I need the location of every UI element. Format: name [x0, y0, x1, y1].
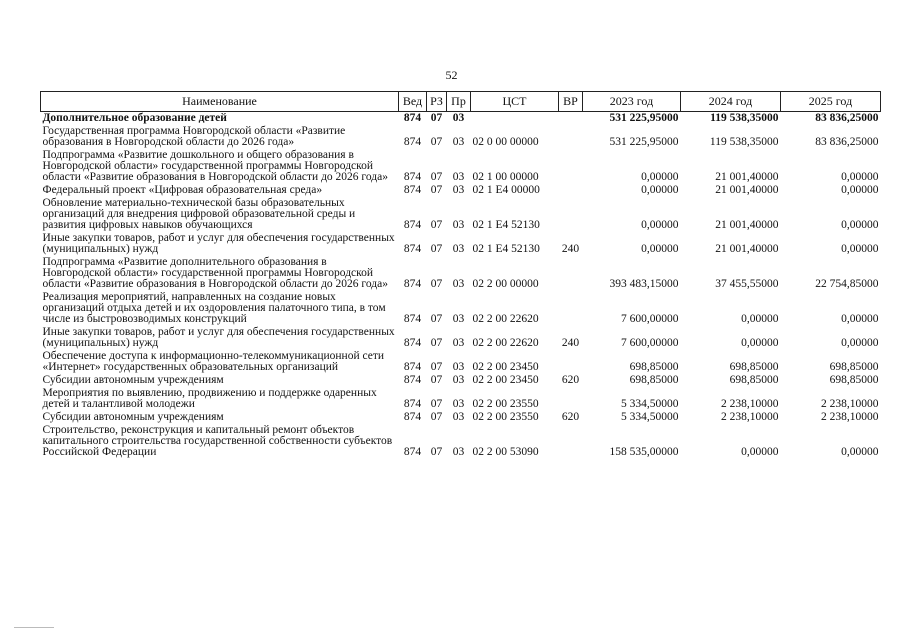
row-pr: 03: [452, 171, 465, 183]
row-2024: 0,00000: [741, 313, 779, 325]
row-cst: 02 2 00 53090: [472, 446, 539, 458]
table-row: [41, 291, 881, 326]
row-cst: 02 2 00 22620: [472, 313, 539, 325]
row-ved: 874: [403, 398, 422, 410]
row-rz: 07: [430, 136, 443, 148]
row-ved: 874: [403, 446, 422, 458]
row-name: Иные закупки товаров, работ и услуг для обеспечения государственных (муниципальных) нужд: [42, 232, 395, 255]
row-rz: 07: [430, 374, 443, 386]
row-pr: 03: [452, 219, 465, 231]
row-2025: 698,85000: [829, 361, 879, 373]
table-row: [41, 424, 881, 459]
row-2023: 0,00000: [641, 184, 679, 196]
row-2024: 37 455,55000: [715, 278, 779, 290]
row-2023: 393 483,15000: [609, 278, 679, 290]
row-vr: [559, 197, 583, 232]
row-ved: 874: [403, 313, 422, 325]
table-row: [41, 350, 881, 374]
row-2023: 531 225,95000: [609, 112, 679, 124]
row-cst: 02 1 E4 52130: [472, 243, 540, 255]
row-vr: 620: [561, 411, 580, 423]
row-2023: 0,00000: [641, 219, 679, 231]
row-name: Подпрограмма «Развитие дополнительного образования в Новгородской области» государственной программы Новгородской области «Развитие образования в Новгородской области до 2026 года»: [42, 256, 388, 290]
row-2023: 5 334,50000: [621, 411, 679, 423]
row-rz: 07: [430, 398, 443, 410]
row-2024: 119 538,35000: [709, 136, 779, 148]
row-rz: 07: [430, 313, 443, 325]
footer-line: [14, 627, 54, 628]
row-pr: 03: [452, 313, 465, 325]
row-rz: 07: [430, 411, 443, 423]
table-row: [41, 149, 881, 184]
row-2023: 531 225,95000: [609, 136, 679, 148]
table-row: [41, 387, 881, 411]
row-cst: 02 2 00 00000: [472, 278, 539, 290]
table-row: [41, 197, 881, 232]
row-vr: [559, 350, 583, 374]
row-2023: 7 600,00000: [621, 313, 679, 325]
table-row: [41, 374, 881, 387]
table-row: [41, 112, 881, 126]
row-cst: [471, 112, 559, 126]
row-cst: 02 0 00 00000: [472, 136, 539, 148]
table-row: [41, 184, 881, 197]
row-2025: 83 836,25000: [815, 136, 879, 148]
table-row: [41, 256, 881, 291]
row-2025: 0,00000: [841, 219, 879, 231]
row-pr: 03: [452, 136, 465, 148]
row-2023: 698,85000: [629, 374, 679, 386]
header-ved: Вед: [399, 92, 427, 112]
row-ved: 874: [403, 361, 422, 373]
row-vr: [559, 112, 583, 126]
row-2023: 7 600,00000: [621, 337, 679, 349]
row-vr: [559, 125, 583, 149]
row-vr: [559, 184, 583, 197]
row-2025: 22 754,85000: [815, 278, 879, 290]
page-number: 52: [445, 68, 458, 82]
row-2024: 21 001,40000: [715, 243, 779, 255]
row-ved: 874: [403, 184, 422, 196]
row-name: Федеральный проект «Цифровая образовательная среда»: [42, 184, 323, 196]
row-rz: 07: [430, 171, 443, 183]
row-pr: 03: [452, 278, 465, 290]
row-cst: 02 2 00 23550: [472, 398, 539, 410]
row-pr: 03: [452, 398, 465, 410]
row-cst: 02 1 E4 00000: [472, 184, 540, 196]
row-2024: 0,00000: [741, 446, 779, 458]
row-2023: 0,00000: [641, 171, 679, 183]
row-rz: 07: [430, 243, 443, 255]
header-2025: 2025 год: [781, 92, 881, 112]
row-ved: 874: [403, 171, 422, 183]
row-name: Государственная программа Новгородской области «Развитие образования в Новгородской области до 2026 года»: [42, 125, 346, 148]
row-rz: 07: [430, 337, 443, 349]
header-2024: 2024 год: [681, 92, 781, 112]
header-name: Наименование: [41, 92, 399, 112]
header-vr: ВР: [559, 92, 583, 112]
row-name: Обновление материально-технической базы образовательных организаций для внедрения цифровой образовательной среды и развития цифровых навыков обучающихся: [42, 197, 356, 231]
row-ved: 874: [403, 411, 422, 423]
row-pr: 03: [452, 112, 465, 124]
row-cst: 02 2 00 22620: [472, 337, 539, 349]
row-rz: 07: [430, 446, 443, 458]
row-2025: 2 238,10000: [821, 411, 879, 423]
row-cst: 02 1 E4 52130: [472, 219, 540, 231]
row-vr: 240: [561, 337, 580, 349]
row-name: Строительство, реконструкция и капитальный ремонт объектов капитального строительства государственной собственности субъектов Российской Федерации: [42, 424, 393, 458]
row-vr: [559, 387, 583, 411]
row-pr: 03: [452, 361, 465, 373]
row-cst: 02 2 00 23550: [472, 411, 539, 423]
row-ved: 874: [403, 112, 422, 124]
row-pr: 03: [452, 446, 465, 458]
row-2025: 0,00000: [841, 171, 879, 183]
row-vr: 620: [561, 374, 580, 386]
row-vr: [559, 256, 583, 291]
row-name: Субсидии автономным учреждениям: [42, 374, 224, 386]
row-2024: 21 001,40000: [715, 184, 779, 196]
row-vr: [559, 149, 583, 184]
row-cst: 02 2 00 23450: [472, 361, 539, 373]
row-ved: 874: [403, 136, 422, 148]
row-rz: 07: [430, 361, 443, 373]
row-pr: 03: [452, 374, 465, 386]
row-name: Иные закупки товаров, работ и услуг для обеспечения государственных (муниципальных) нужд: [42, 326, 395, 349]
row-2023: 698,85000: [629, 361, 679, 373]
row-rz: 07: [430, 112, 443, 124]
row-2025: 0,00000: [841, 313, 879, 325]
row-2024: 2 238,10000: [721, 411, 779, 423]
row-cst: 02 1 00 00000: [472, 171, 539, 183]
row-name: Мероприятия по выявлению, продвижению и поддержке одаренных детей и талантливой молодежи: [42, 387, 377, 410]
row-2025: 0,00000: [841, 184, 879, 196]
row-2025: 0,00000: [841, 446, 879, 458]
row-name: Реализация мероприятий, направленных на создание новых организаций отдыха детей и их оздоровления палаточного типа, в том числе из быстровозводимых конструкций: [42, 291, 386, 325]
row-ved: 874: [403, 243, 422, 255]
row-ved: 874: [403, 337, 422, 349]
row-2023: 158 535,00000: [609, 446, 679, 458]
row-vr: [559, 424, 583, 459]
row-rz: 07: [430, 184, 443, 196]
row-name: Подпрограмма «Развитие дошкольного и общего образования в Новгородской области» государственной программы Новгородской области «Развитие образования в Новгородской области до 2026 года»: [42, 149, 388, 183]
row-2025: 0,00000: [841, 337, 879, 349]
row-ved: 874: [403, 374, 422, 386]
row-ved: 874: [403, 278, 422, 290]
row-2024: 21 001,40000: [715, 171, 779, 183]
row-2025: 2 238,10000: [821, 398, 879, 410]
header-rz: РЗ: [427, 92, 447, 112]
row-2025: 0,00000: [841, 243, 879, 255]
row-2024: 119 538,35000: [710, 112, 779, 124]
row-name: Субсидии автономным учреждениям: [42, 411, 224, 423]
header-2023: 2023 год: [583, 92, 681, 112]
row-pr: 03: [452, 184, 465, 196]
row-pr: 03: [452, 411, 465, 423]
row-name: Обеспечение доступа к информационно-телекоммуникационной сети «Интернет» государственных образовательных организаций: [42, 350, 385, 373]
row-2024: 698,85000: [729, 374, 779, 386]
table-row: [41, 326, 881, 350]
row-rz: 07: [430, 219, 443, 231]
row-2024: 21 001,40000: [715, 219, 779, 231]
table-row: [41, 411, 881, 424]
table-row: [41, 125, 881, 149]
row-pr: 03: [452, 337, 465, 349]
row-2024: 0,00000: [741, 337, 779, 349]
row-vr: 240: [561, 243, 580, 255]
row-rz: 07: [430, 278, 443, 290]
budget-table: [40, 91, 881, 459]
table-row: [41, 232, 881, 256]
row-cst: 02 2 00 23450: [472, 374, 539, 386]
row-pr: 03: [452, 243, 465, 255]
header-pr: Пр: [447, 92, 471, 112]
row-2023: 0,00000: [641, 243, 679, 255]
row-name: Дополнительное образование детей: [42, 112, 227, 124]
row-vr: [559, 291, 583, 326]
row-2024: 698,85000: [729, 361, 779, 373]
row-2025: 83 836,25000: [815, 112, 879, 124]
row-2025: 698,85000: [829, 374, 879, 386]
table-header-row: [41, 92, 881, 112]
row-2024: 2 238,10000: [721, 398, 779, 410]
row-ved: 874: [403, 219, 422, 231]
row-2023: 5 334,50000: [621, 398, 679, 410]
header-cst: ЦСТ: [471, 92, 559, 112]
